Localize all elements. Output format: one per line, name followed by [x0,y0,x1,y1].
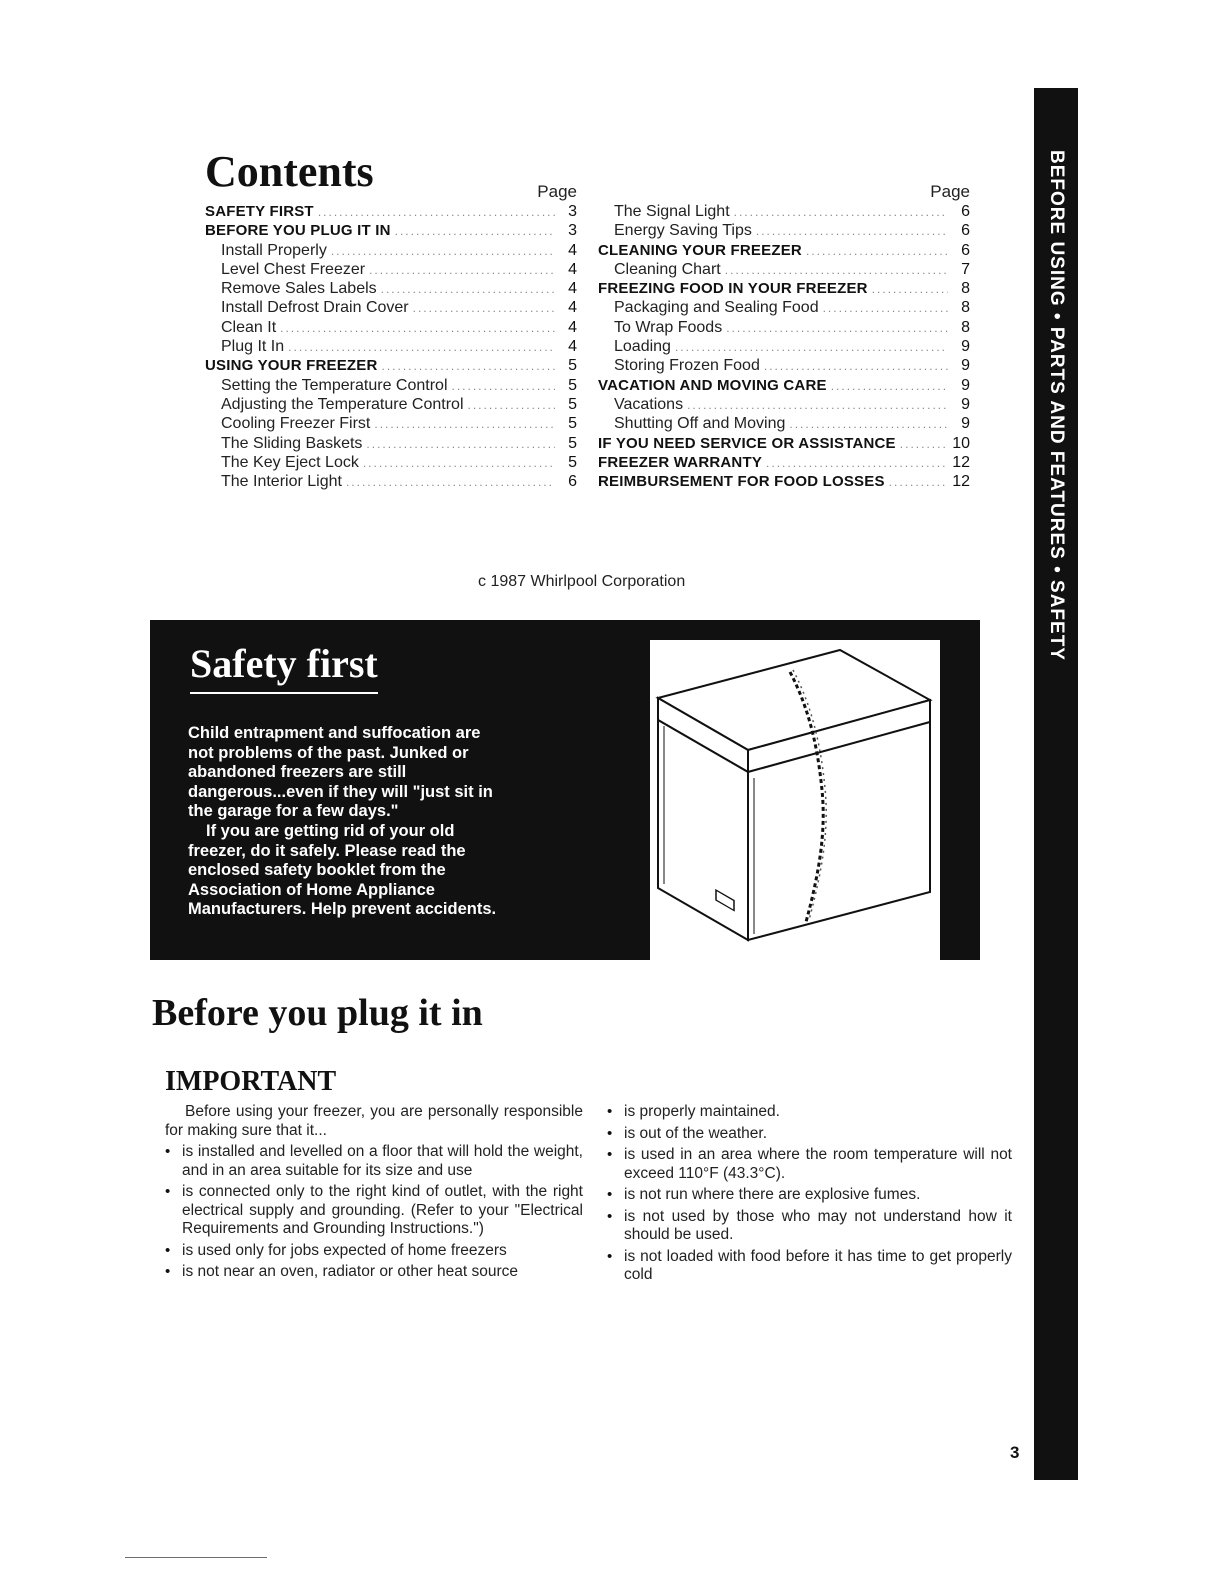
toc-entry-page: 4 [568,318,577,336]
toc-entry-page: 5 [568,376,577,394]
toc-entry [205,453,577,472]
toc-entry-label: Shutting Off and Moving [614,415,786,433]
safety-title: Safety first [190,644,378,694]
toc-entry [598,337,970,356]
requirement-bullet: • is not run where there are explosive fumes. [607,1186,1012,1205]
toc-entry-label: SAFETY FIRST [205,203,314,220]
toc-entry-page: 12 [952,473,970,491]
toc-entry-page: 9 [961,395,970,413]
chest-freezer-illustration [650,640,940,960]
toc-entry [205,202,577,221]
toc-leader-dots [789,415,948,434]
toc-entry-label: Adjusting the Temperature Control [221,395,464,413]
toc-leader-dots [395,222,555,241]
toc-entry-label: Packaging and Sealing Food [614,299,819,317]
toc-leader-dots [734,203,948,222]
toc-entry-label: Storing Frozen Food [614,357,760,375]
toc-entry [598,318,970,337]
footer-rule [125,1557,267,1558]
toc-entry-page: 4 [568,260,577,278]
toc-entry-label: Loading [614,338,671,356]
important-left-column [165,1103,583,1285]
toc-leader-dots [889,473,948,492]
toc-leader-dots [725,261,948,280]
toc-leader-dots [381,280,555,299]
toc-entry-page: 6 [961,203,970,220]
toc-entry [205,376,577,395]
toc-entry [205,298,577,317]
requirement-bullet: • is connected only to the right kind of outlet, with the right electrical supply and grounding. (Refer to your "Electrical Requirements and Grounding Instructions.") [165,1183,583,1239]
toc-entry [598,414,970,433]
requirement-bullet: • is not near an oven, radiator or other heat source [165,1263,583,1282]
toc-entry-label: Remove Sales Labels [221,280,377,298]
toc-entry [598,298,970,317]
toc-entry-page: 8 [961,280,970,298]
toc-leader-dots [726,319,948,338]
toc-entry-label: The Interior Light [221,473,342,491]
toc-entry-page: 10 [952,434,970,452]
toc-leader-dots [331,242,555,261]
toc-entry-page: 9 [961,357,970,375]
toc-leader-dots [382,357,555,376]
toc-entry-page: 5 [568,357,577,375]
toc-leader-dots [413,299,555,318]
toc-entry-label: IF YOU NEED SERVICE OR ASSISTANCE [598,434,896,452]
important-heading: IMPORTANT [165,1066,337,1097]
toc-leader-dots [468,396,555,415]
toc-entry-page: 4 [568,338,577,356]
toc-entry-page: 6 [961,241,970,259]
toc-entry [205,395,577,414]
toc-entry-label: The Signal Light [614,203,730,220]
toc-entry [598,241,970,260]
toc-entry [598,453,970,472]
toc-leader-dots [363,454,555,473]
toc-entry-label: CLEANING YOUR FREEZER [598,241,802,259]
toc-entry [205,318,577,337]
toc-entry-page: 9 [961,338,970,356]
side-tab-label-wrap [1034,150,1078,661]
toc-entry-page: 4 [568,280,577,298]
toc-entry [598,395,970,414]
toc-entry [598,202,970,221]
toc-entry-label: Clean It [221,318,277,336]
page-number: 3 [1010,1443,1020,1462]
toc-entry-page: 8 [961,299,970,317]
toc-entry-label: Plug It In [221,338,285,356]
toc-leader-dots [675,338,948,357]
toc-entry-label: Install Defrost Drain Cover [221,299,409,317]
toc-entry-page: 5 [568,395,577,413]
safety-first-panel [150,620,980,960]
safety-warning-text [188,724,508,920]
toc-entry-page: 8 [961,318,970,336]
toc-entry [598,279,970,298]
requirement-bullet: • is installed and levelled on a floor that will hold the weight, and in an area suitable for its size and use [165,1143,583,1180]
toc-entry-label: Setting the Temperature Control [221,376,448,394]
toc-entry-label: REIMBURSEMENT FOR FOOD LOSSES [598,473,885,491]
toc-entry [205,472,577,491]
toc-entry [205,414,577,433]
important-intro: Before using your freezer, you are personally responsible for making sure that it... [165,1103,583,1139]
toc-leader-dots [900,435,948,454]
toc-entry-label: Energy Saving Tips [614,222,752,240]
toc-page-header: Page [930,182,970,201]
toc-entry-label: USING YOUR FREEZER [205,357,378,375]
toc-entry-label: Cooling Freezer First [221,415,371,433]
toc-entry-page: 7 [961,260,970,278]
toc-entry [598,472,970,491]
toc-entry [205,434,577,453]
requirement-bullet: • is not loaded with food before it has time to get properly cold [607,1248,1012,1285]
copyright-notice: c 1987 Whirlpool Corporation [478,573,686,590]
toc-entry [205,356,577,375]
requirement-bullet: • is used only for jobs expected of home freezers [165,1242,583,1261]
requirement-bullet: • is out of the weather. [607,1125,1012,1144]
toc-leader-dots [452,377,556,396]
toc-leader-dots [280,319,555,338]
toc-entry [598,376,970,395]
toc-entry-label: To Wrap Foods [614,318,723,336]
toc-entry [205,241,577,260]
toc-entry-page: 5 [568,453,577,471]
toc-left-column [205,182,577,491]
side-tab-label: BEFORE USING • PARTS AND FEATURES • SAFETY [1046,150,1067,661]
toc-entry-label: Install Properly [221,241,327,259]
toc-entry-page: 6 [568,473,577,491]
before-plug-title: Before you plug it in [152,992,483,1034]
toc-leader-dots [764,357,948,376]
toc-entry-page: 4 [568,241,577,259]
toc-leader-dots [374,415,555,434]
toc-entry [598,260,970,279]
toc-leader-dots [766,454,948,473]
toc-leader-dots [346,473,555,492]
toc-entry-page: 9 [961,415,970,433]
toc-leader-dots [369,261,555,280]
toc-leader-dots [366,435,555,454]
toc-entry-label: FREEZER WARRANTY [598,453,763,471]
toc-right-column [598,182,970,491]
toc-entry-page: 6 [961,222,970,240]
toc-leader-dots [318,203,555,222]
toc-entry [205,260,577,279]
toc-entry-label: FREEZING FOOD IN YOUR FREEZER [598,280,868,298]
contents-title: Contents [205,147,374,196]
toc-entry-label: The Key Eject Lock [221,453,359,471]
toc-entry [598,221,970,240]
toc-entry [205,279,577,298]
toc-entry-label: The Sliding Baskets [221,434,363,452]
toc-entry-page: 3 [568,203,577,220]
toc-entry-page: 5 [568,434,577,452]
toc-leader-dots [806,242,948,261]
toc-entry-page: 9 [961,376,970,394]
toc-entry-page: 5 [568,415,577,433]
toc-entry-label: Cleaning Chart [614,260,721,278]
requirement-bullet: • is properly maintained. [607,1103,1012,1122]
toc-entry [598,356,970,375]
toc-entry-page: 12 [952,453,970,471]
toc-leader-dots [687,396,948,415]
toc-entry-page: 3 [568,222,577,240]
toc-entry-label: BEFORE YOU PLUG IT IN [205,222,391,240]
toc-leader-dots [823,299,948,318]
safety-paragraph-2: If you are getting rid of your old freezer, do it safely. Please read the enclosed safety booklet from the Association of Home Appliance Manufacturers. Help prevent accidents. [188,821,497,919]
requirement-bullet: • is not used by those who may not understand how it should be used. [607,1208,1012,1245]
toc-leader-dots [831,377,948,396]
toc-entry [205,337,577,356]
toc-entry [205,221,577,240]
safety-paragraph-1: Child entrapment and suffocation are not problems of the past. Junked or abandoned freezers are still dangerous...even if they will "just sit in the garage for a few days." [188,724,493,821]
toc-entry-page: 4 [568,299,577,317]
toc-leader-dots [872,280,948,299]
toc-leader-dots [756,222,948,241]
toc-entry-label: Level Chest Freezer [221,260,366,278]
toc-leader-dots [288,338,555,357]
toc-entry [598,434,970,453]
important-right-column [607,1103,1012,1288]
toc-page-header: Page [537,182,577,201]
toc-entry-label: VACATION AND MOVING CARE [598,376,827,394]
toc-entry-label: Vacations [614,395,684,413]
requirement-bullet: • is used in an area where the room temperature will not exceed 110°F (43.3°C). [607,1146,1012,1183]
